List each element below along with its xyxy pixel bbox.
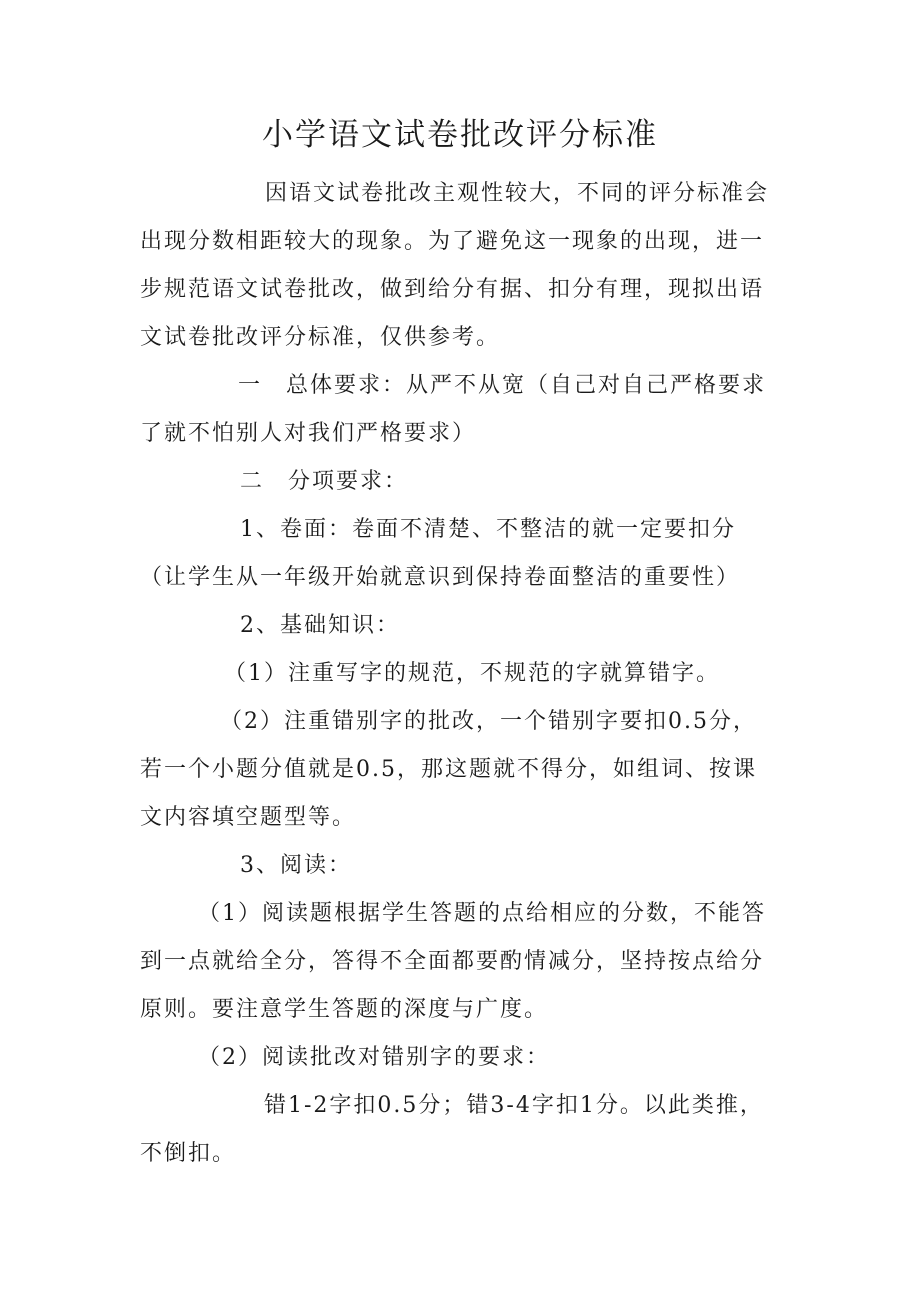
- item-basic-knowledge: 2、基础知识：: [240, 613, 400, 638]
- basic-knowledge-point-2: （2）注重错别字的批改，一个错别字要扣0.5分，若一个小题分值就是0.5，那这题就不得分，如组词、按课文内容填空题型等。: [140, 709, 757, 830]
- item-neatness: 1、卷面：卷面不清楚、不整洁的就一定要扣分（让学生从一年级开始就意识到保持卷面整洁的重要性）: [140, 517, 741, 590]
- reading-typo-deduction-rule: 错1-2字扣0.5分；错3-4字扣1分。以此类推，不倒扣。: [140, 1093, 764, 1166]
- document-title: 小学语文试卷批改评分标准: [262, 117, 658, 153]
- intro-paragraph: 因语文试卷批改主观性较大，不同的评分标准会出现分数相距较大的现象。为了避免这一现象的出现，进一步规范语文试卷批改，做到给分有据、扣分有理，现拟出语文试卷批改评分标准，仅供参考。: [140, 181, 770, 350]
- section-itemized-requirements: 二 分项要求：: [240, 469, 409, 494]
- basic-knowledge-point-1: （1）注重写字的规范，不规范的字就算错字。: [224, 661, 720, 686]
- section-general-requirements: 一 总体要求：从严不从宽（自己对自己严格要求了就不怕别人对我们严格要求）: [140, 373, 767, 446]
- item-reading: 3、阅读：: [240, 853, 352, 878]
- reading-point-1: （1）阅读题根据学生答题的点给相应的分数，不能答到一点就给全分，答得不全面都要酌情减分，坚持按点给分原则。要注意学生答题的深度与广度。: [140, 901, 766, 1022]
- reading-point-2: （2）阅读批改对错别字的要求：: [198, 1045, 550, 1070]
